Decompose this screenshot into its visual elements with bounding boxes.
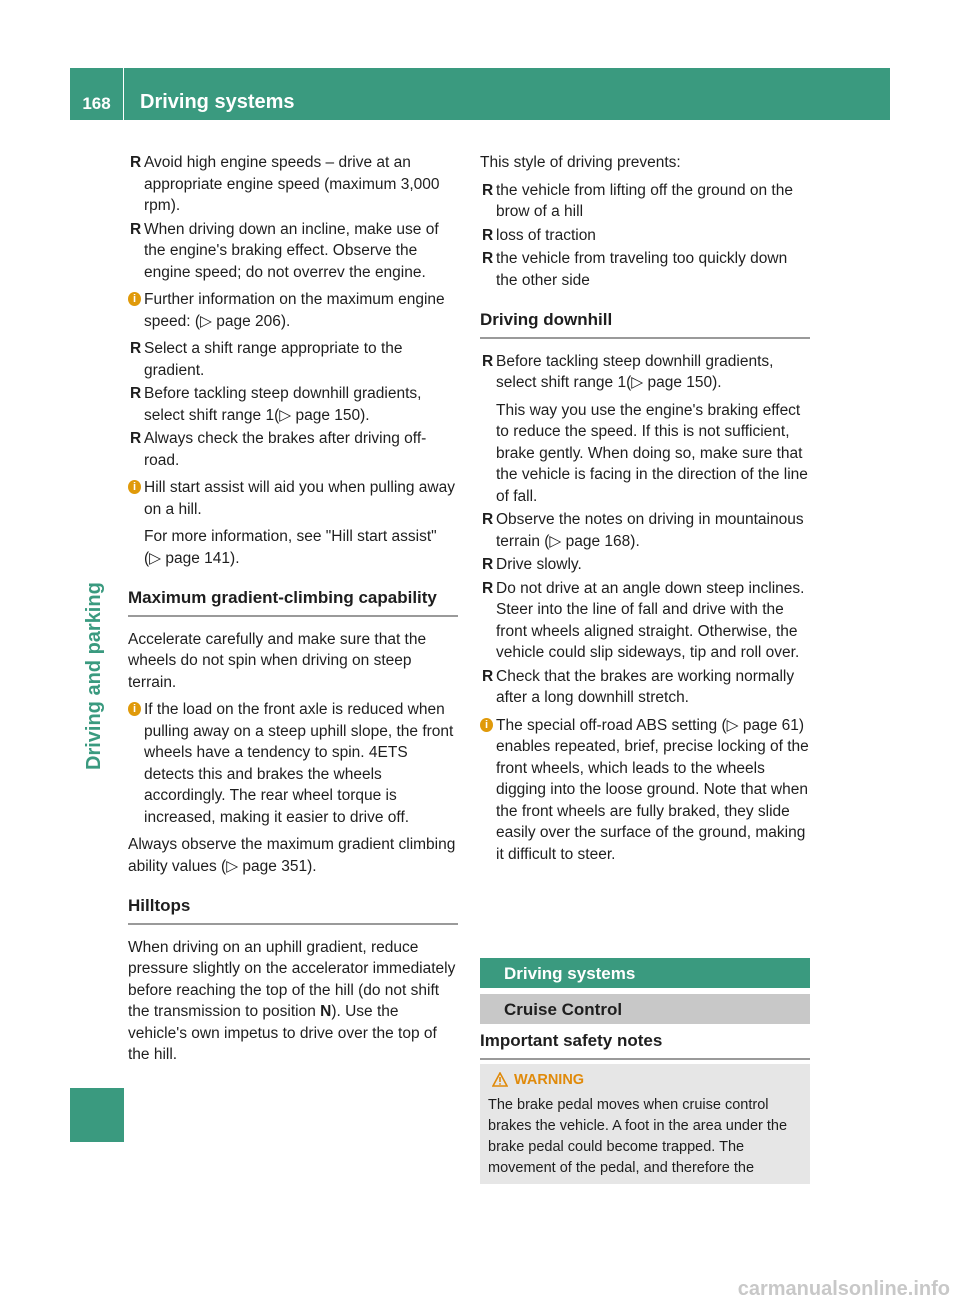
left-column xyxy=(128,152,458,1072)
info-icon: i xyxy=(128,480,141,494)
warning-text: The brake pedal moves when cruise control brakes the vehicle. A foot in the area under the brake pedal could become trapped. The movement of the pedal, and therefore the xyxy=(488,1097,788,1176)
info-note: i Hill start assist will aid you when pulling away on a hill. For more information, see "Hill start assist" (▷ page 141). xyxy=(128,477,458,569)
info-note: i The special off-road ABS setting (▷ page 61) enables repeated, brief, precise locking of the front wheels, which leads to the wheels digging into the loose ground. Note that when the front wheels are fully braked, they slide easily over the surface of the ground, making it difficult to steer. xyxy=(480,715,810,866)
warning-header xyxy=(488,1070,802,1091)
list-item: R Avoid high engine speeds – drive at an appropriate engine speed (maximum 3,000 rpm). xyxy=(130,154,440,214)
list-item: R Before tackling steep downhill gradients, select shift range 1(▷ page 150). xyxy=(130,385,422,424)
paragraph: This style of driving prevents: xyxy=(480,154,681,171)
list-item: R Check that the brakes are working normally after a long downhill stretch. xyxy=(482,667,795,706)
section-title-bar: Driving systems xyxy=(480,958,810,988)
side-label-text: Driving and parking xyxy=(83,582,105,770)
list-item: R the vehicle from traveling too quickly down the other side xyxy=(482,250,788,289)
info-note-detail: For more information, see "Hill start assist" (▷ page 141). xyxy=(144,528,437,567)
side-label xyxy=(84,430,114,770)
list-item: R Always check the brakes after driving off-road. xyxy=(130,430,427,469)
warning-box xyxy=(480,1064,810,1184)
right-column xyxy=(480,152,810,871)
info-icon: i xyxy=(128,702,141,716)
heading-safety-notes: Important safety notes xyxy=(480,1030,810,1060)
list-item: R Observe the notes on driving in mountainous terrain (▷ page 168). xyxy=(482,511,804,550)
info-note: i Further information on the maximum engine speed: (▷ page 206). xyxy=(128,289,458,332)
list-item: R Drive slowly. xyxy=(482,556,582,573)
heading-max-gradient: Maximum gradient-climbing capability xyxy=(128,587,458,617)
list-item: R the vehicle from lifting off the ground on the brow of a hill xyxy=(482,181,793,220)
subsection-title-bar: Cruise Control xyxy=(480,994,810,1024)
list-item: R When driving down an incline, make use of the engine's braking effect. Observe the engine speed; do not overrev the engine. xyxy=(130,220,439,281)
page-title: Driving systems xyxy=(140,90,295,113)
paragraph: Accelerate carefully and make sure that the wheels do not spin when driving on steep terrain. xyxy=(128,630,427,691)
list-item-detail: This way you use the engine's braking effect to reduce the speed. If this is not sufficient, brake gently. When doing so, make sure that the vehicle is facing in the direction of the line of fall. xyxy=(496,401,808,505)
list-item: R Select a shift range appropriate to the gradient. xyxy=(130,340,403,379)
info-note: i If the load on the front axle is reduced when pulling away on a steep uphill slope, the front wheels have a tendency to spin. 4ETS detects this and brakes the wheels accordingly. The rear wheel torque is increased, making it easier to drive off. xyxy=(128,699,458,828)
info-icon: i xyxy=(128,292,141,306)
warning-label: WARNING xyxy=(514,1072,585,1088)
warning-triangle-icon xyxy=(492,1072,508,1087)
list-item: R Before tackling steep downhill gradients, select shift range 1(▷ page 150). This way you use the engine's braking effect to reduce the speed. If this is not sufficient, brake gently. When doing so, make sure that the vehicle is facing in the direction of the line of fall. xyxy=(480,351,810,508)
heading-driving-downhill: Driving downhill xyxy=(480,309,810,339)
paragraph-hilltops: When driving on an uphill gradient, reduce pressure slightly on the accelerator immediately before reaching the top of the hill (do not shift the transmission to position N). Use the vehicle's own impetus to drive over the top of the hill. xyxy=(128,938,456,1063)
list-item: R Do not drive at an angle down steep inclines. Steer into the line of fall and drive with the front wheels aligned straight. Otherwise, the vehicle could slip sideways, tip and roll over. xyxy=(482,579,805,661)
paragraph: Always observe the maximum gradient climbing ability values (▷ page 351). xyxy=(128,836,456,875)
header-bar xyxy=(70,68,890,120)
list-item: R loss of traction xyxy=(482,226,596,244)
side-tab-marker xyxy=(70,1088,124,1142)
page-number: 168 xyxy=(70,68,124,120)
watermark: carmanualsonline.info xyxy=(737,1277,950,1300)
heading-hilltops: Hilltops xyxy=(128,895,458,925)
info-icon: i xyxy=(480,718,493,732)
